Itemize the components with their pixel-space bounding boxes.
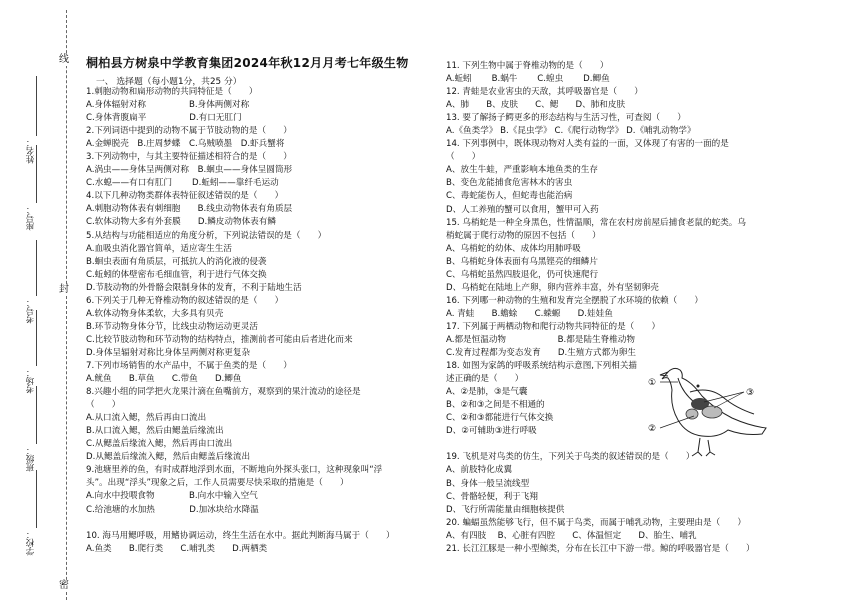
question-line: D、飞行所需能量由细胞核提供	[446, 504, 565, 515]
question-line: C、毒蛇能伤人，但蛇毒也能治病	[446, 191, 573, 202]
question-line: 13. 要了解扬子鳄更多的形态结构与生活习性，可查阅（ ）	[446, 113, 686, 124]
question-line: C.软体动物大多有外套膜 D.鳞皮动物体表有鳞	[86, 217, 276, 228]
question-line: 9.池塘里养的鱼，有时成群地浮到水面，不断地向外探头张口，这种现象叫“浮	[86, 465, 383, 476]
question-line: 7.下列市场销售的水产品中，不属于鱼类的是（ ）	[86, 360, 292, 371]
question-line: C、骨骼轻便，利于飞翔	[446, 491, 538, 502]
question-line: 2.下列词语中提到的动物不属于节肢动物的是（ ）	[86, 126, 292, 137]
question-line: 3.下列动物中，与其主要特征描述相符合的是（ ）	[86, 152, 292, 163]
question-line: C、乌梢蛇虽然四肢退化，仍可快速爬行	[446, 269, 599, 280]
field-label: 考号：	[26, 298, 36, 324]
field-label: 姓名：	[26, 138, 36, 164]
question-line: 4.以下几种动物类群体表特征叙述错误的是（ ）	[86, 191, 284, 202]
question-line: D、②可辅助③进行呼吸	[446, 426, 537, 437]
question-line: A.从口流入鳃，然后再由口流出	[86, 413, 207, 424]
binding-word-seal: 封	[59, 284, 69, 295]
question-line: A、有四肢 B、心脏有四腔 C、体温恒定 D、胎生、哺乳	[446, 530, 697, 541]
field-line	[36, 240, 37, 296]
question-line: C.给池塘的水加热 D.加冰块给水降温	[86, 504, 259, 515]
question-line: A.向水中投喂食物 B.向水中输入空气	[86, 491, 258, 502]
question-column-left	[86, 86, 436, 556]
question-line: C.身体背腹扁平 D.有口无肛门	[86, 113, 242, 124]
field-exam-room[interactable]	[26, 368, 40, 394]
question-line: B、②和③之间是不相通的	[446, 400, 545, 411]
question-line: D、人工养殖的蟹可以食用，蟹甲可入药	[446, 204, 599, 215]
field-label: 班级：	[26, 446, 36, 472]
question-line: 12. 青蛙是农业害虫的天敌，其呼吸器官是（ ）	[446, 87, 643, 98]
question-line: C.发育过程都为变态发育 D.生殖方式都为卵生	[446, 348, 636, 359]
question-line: C.从鳃盖后缘流入鳃，然后再由口流出	[86, 439, 233, 450]
question-line: B、乌梢蛇身体表面有乌黑铿亮的细鳞片	[446, 256, 598, 267]
question-line: 1.刺胞动物和扁形动物的共同特征是（ ）	[86, 87, 258, 97]
question-line: D、乌梢蛇在陆地上产卵，卵内营养丰富，外有坚韧卵壳	[446, 282, 659, 293]
section-heading: 一、 选择题（每小题1分，共25 分）	[96, 77, 242, 87]
figure-label-2: ②	[648, 424, 657, 434]
question-line	[86, 517, 436, 530]
field-line	[36, 386, 37, 444]
question-line: A.身体辐射对称 B.身体两侧对称	[86, 100, 250, 111]
question-line: 梢蛇属于爬行动物的原因不包括（ ）	[446, 230, 601, 241]
question-line: A.刺胞动物体表有刺细胞 B.线虫动物体表有角质层	[86, 204, 293, 215]
question-line: A.金蝉脱壳 B.庄周梦蝶 C.乌贼喷墨 D.虾兵蟹将	[86, 139, 285, 150]
question-line: D.节肢动物的外骨骼会限制身体的发育，不利于陆地生活	[86, 282, 302, 293]
question-line: 19. 飞机是对鸟类的仿生，下列关于鸟类的叙述错误的是（ ）	[446, 452, 695, 463]
field-exam-number[interactable]	[26, 298, 40, 324]
question-line: 11. 下列生物中属于脊椎动物的是（ ）	[446, 61, 609, 71]
question-line: 14. 下列事例中，既体现动物对人类有益的一面，又体现了有害的一面的是	[446, 139, 729, 150]
question-line: （ ）	[86, 400, 121, 411]
question-line: B.从口流入鳃，然后由鳃盖后缘流出	[86, 426, 224, 437]
question-line: A.蚯蚓 B.蜗牛 C.蝗虫 D.鲫鱼	[446, 74, 610, 85]
question-line: B.环节动物身体分节，比线虫动物运动更灵活	[86, 321, 258, 332]
question-line: A.鱿鱼 B.草鱼 C.带鱼 D.鲫鱼	[86, 374, 242, 385]
question-line: C.蚯蚓的体壁密布毛细血管，利于进行气体交换	[86, 269, 267, 280]
question-line: 17. 下列属于两栖动物和爬行动物共同特征的是（ ）	[446, 321, 661, 332]
question-line: B、变色龙能捕食危害林木的害虫	[446, 178, 573, 189]
question-line: 8.兴趣小组的同学把火龙果汁滴在鱼嘴前方，观察到的果汁流动的途径是	[86, 387, 361, 398]
question-line: D.从鳃盖后缘流入鳃，然后由鳃盖后缘流出	[86, 452, 251, 463]
field-line	[36, 76, 37, 136]
question-line: A.血吸虫消化器官简单，适应寄生生活	[86, 243, 232, 254]
question-line: 15. 乌梢蛇是一种全身黑色，性情温顺，常在农村房前屋后捕食老鼠的蛇类。乌	[446, 217, 746, 228]
field-label: 考场：	[26, 368, 36, 394]
bird-body-outline	[662, 368, 766, 436]
question-line: A、乌梢蛇的幼体、成体均用肺呼吸	[446, 243, 581, 254]
question-line: A、②是肺，③是气囊	[446, 387, 528, 398]
question-line: D.身体呈辐射对称比身体呈两侧对称更复杂	[86, 347, 251, 358]
question-line: 10. 海马用鳃呼吸，用鳍协调运动，终生生活在水中。据此判断海马属于（ ）	[86, 530, 395, 541]
field-school[interactable]	[26, 530, 40, 556]
question-line: C.水螅——有口有肛门 D.蚯蚓——靠纤毛运动	[86, 178, 279, 189]
binding-word-secret: 密	[59, 580, 69, 591]
bird-eye	[697, 385, 700, 388]
field-line	[36, 470, 37, 528]
question-line: A. 青蛙 B.蟾蜍 C.蝾螈 D.娃娃鱼	[446, 308, 613, 319]
question-line: 20. 蝙蝠虽然能够飞行，但不属于鸟类，而属于哺乳动物，主要理由是（ ）	[446, 517, 746, 528]
figure-label-3: ③	[746, 388, 755, 398]
field-name[interactable]	[26, 138, 40, 164]
field-label: 座号：	[26, 205, 36, 231]
question-line: （ ）	[446, 152, 481, 163]
question-line: A.都是恒温动物 B.都是陆生脊椎动物	[446, 334, 635, 345]
figure-label-1: ①	[648, 378, 657, 388]
field-class[interactable]	[26, 446, 40, 472]
question-line: C.比较节肢动物和环节动物的结构特点，推测前者可能由后者进化而来	[86, 334, 353, 345]
question-line: A、前肢特化成翼	[446, 465, 513, 476]
question-line: B、身体一般呈流线型	[446, 478, 530, 489]
question-line: 述正确的是（ ）	[446, 374, 524, 385]
binding-margin	[0, 0, 78, 607]
exam-title: 桐柏县方树泉中学教育集团2024年秋12月月考七年级生物	[86, 56, 409, 70]
bird-air-sac	[702, 406, 722, 418]
question-line: A.《鱼类学》 B.《昆虫学》 C.《爬行动物学》 D.《哺乳动物学》	[446, 126, 696, 137]
question-line: A.软体动物身体柔软，大多具有贝壳	[86, 308, 224, 319]
pigeon-respiratory-figure	[648, 362, 772, 458]
bird-leg-left	[692, 438, 702, 456]
bird-leg-right	[706, 440, 715, 456]
question-line: 5.从结构与功能相适应的角度分析，下列说法错误的是（ ）	[86, 230, 327, 241]
question-line: 16. 下列哪一种动物的生殖和发育完全摆脱了水环境的依赖（ ）	[446, 295, 704, 306]
question-line: B.蛔虫表面有角质层，可抵抗人的消化液的侵袭	[86, 256, 267, 267]
question-line: 6.下列关于几种无脊椎动物的叙述错误的是（ ）	[86, 295, 284, 306]
question-column-right	[446, 60, 851, 556]
question-line: 21. 长江江豚是一种小型鲸类，分布在长江中下游一带。鲸的呼吸器官是（ ）	[446, 543, 755, 554]
field-seat-number[interactable]	[26, 205, 40, 231]
binding-word-line: 线	[59, 54, 69, 65]
bird-air-sac-front	[686, 409, 698, 419]
question-line: A、放生牛蛙，严重影响本地鱼类的生存	[446, 165, 598, 176]
bird-trachea	[678, 378, 694, 402]
binding-dashed-line	[66, 10, 67, 600]
question-line: A、肺 B、皮肤 C、鳃 D、肺和皮肤	[446, 100, 626, 111]
field-label: 学校：	[26, 530, 36, 556]
question-line: 18. 如图为家鸽的呼吸系统结构示意图,下列相关描	[446, 361, 638, 372]
question-line: 头”。出现“浮头”现象之后，工作人员需要尽快采取的措施是（ ）	[86, 478, 349, 489]
question-line: A.鱼类 B.爬行类 C.哺乳类 D.两栖类	[86, 543, 268, 554]
question-line: C、②和③都能进行气体交换	[446, 413, 554, 424]
question-line: A.涡虫——身体呈两侧对称 B.蛔虫——身体呈圆筒形	[86, 165, 293, 176]
